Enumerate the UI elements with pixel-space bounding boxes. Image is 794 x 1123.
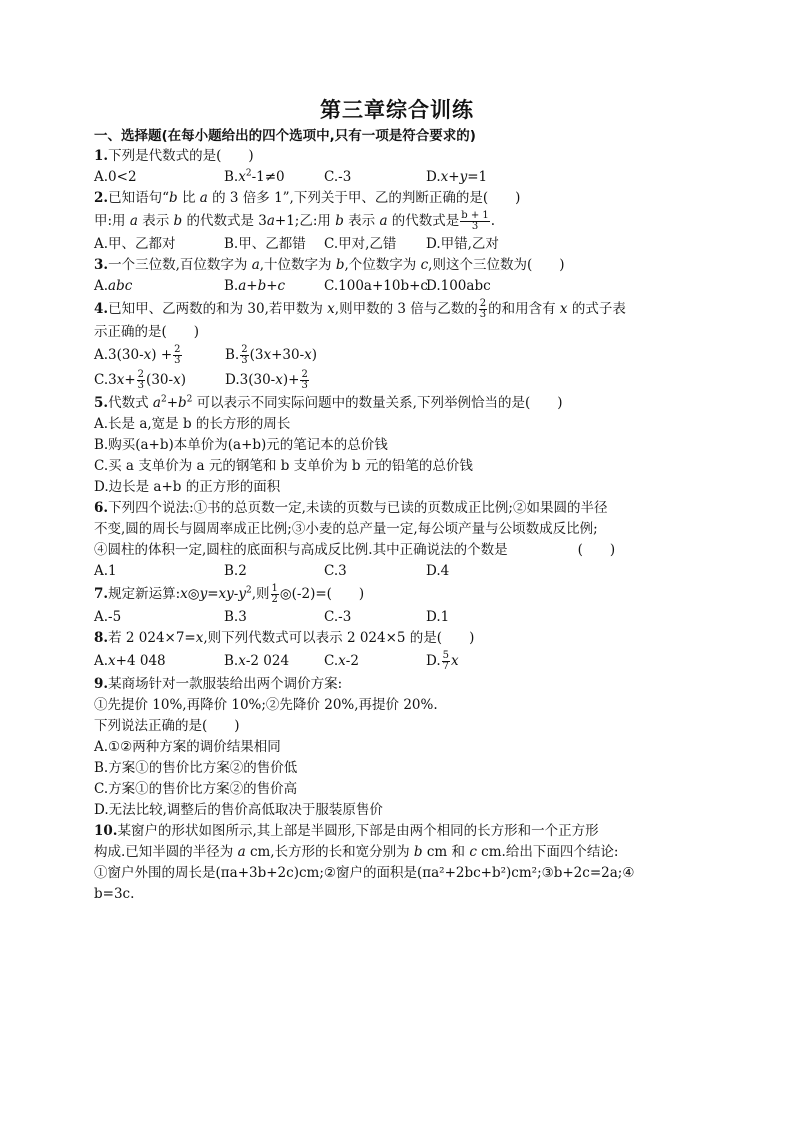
fraction: $\frac{1}{2}$	[271, 583, 278, 605]
question-6-line-1: 6.下列四个说法:①书的总页数一定,未读的页数与已读的页数成正比例;②如果圆的半径	[94, 500, 608, 516]
question-9-option-d: D.无法比较,调整后的售价高低取决于服装原售价	[94, 802, 383, 818]
question-6-line-2: 不变,圆的周长与圆周率成正比例;③小麦的总产量一定,每公顷产量与公顷数成反比例;	[94, 521, 598, 537]
question-9-plans: ①先提价 10%,再降价 10%;②先降价 20%,再提价 20%.	[94, 697, 438, 713]
option-b: B. $\frac{2}{3}$ (3x+30-x)	[225, 344, 318, 366]
question-2-statements: 甲:用 a 表示 b 的代数式是 3a+1;乙:用 b 表示 a 的代数式是 $\frac{b + 1}{3}$ .	[94, 210, 496, 232]
question-1-options	[94, 167, 700, 188]
question-5-option-c: C.买 a 支单价为 a 元的钢笔和 b 支单价为 b 元的铅笔的总价钱	[94, 458, 473, 474]
question-10-line-1: 10.某窗户的形状如图所示,其上部是半圆形,下部是由两个相同的长方形和一个正方形	[94, 823, 599, 839]
option-c: C.3	[324, 563, 347, 579]
question-5-stem: 5.代数式 $a^2+b^2$ 可以表示不同实际问题中的数量关系,下列举例恰当的是( )	[94, 394, 563, 411]
option-b: B.x-2 024	[224, 653, 290, 669]
option-c: C.甲对,乙错	[324, 236, 397, 252]
question-9-option-a: A.①②两种方案的调价结果相同	[94, 739, 281, 755]
option-b: B.甲、乙都错	[224, 236, 306, 252]
question-7-options	[94, 607, 700, 628]
option-a: A.1	[94, 563, 117, 579]
section-heading: 一、选择题(在每小题给出的四个选项中,只有一项是符合要求的)	[94, 128, 476, 144]
option-d: D.3(30-x)+ $\frac{2}{3}$	[225, 369, 308, 391]
question-9-option-b: B.方案①的售价比方案②的售价低	[94, 760, 298, 776]
option-d: D.4	[426, 563, 450, 579]
question-4-options-cd	[94, 368, 700, 393]
question-6-options	[94, 561, 700, 582]
option-a: A.abc	[94, 278, 133, 294]
question-6-line-3: ④圆柱的体积一定,圆柱的底面积与高成反比例.其中正确说法的个数是 ( )	[94, 542, 616, 558]
option-c: C.-3	[324, 169, 352, 185]
option-b: B.a+b+c	[224, 278, 286, 294]
option-b: B.2	[224, 563, 247, 579]
question-5-option-a: A.长是 a,宽是 b 的长方形的周长	[94, 416, 291, 432]
question-9-stem: 9.某商场针对一款服装给出两个调价方案:	[94, 676, 343, 692]
worksheet	[94, 96, 700, 905]
option-a: A.-5	[94, 609, 122, 625]
option-d: D.1	[426, 609, 450, 625]
option-d: D.x+y=1	[426, 169, 488, 185]
question-8-options	[94, 649, 700, 674]
option-c: C.x-2	[324, 653, 359, 669]
option-a: A.甲、乙都对	[94, 236, 176, 252]
question-5-option-d: D.边长是 a+b 的正方形的面积	[94, 479, 281, 495]
option-a: A.x+4 048	[94, 653, 166, 669]
option-a: A.0<2	[94, 169, 137, 185]
question-4-options-ab	[94, 343, 700, 368]
question-9-prompt: 下列说法正确的是( )	[94, 718, 240, 734]
option-c: C.100a+10b+c	[324, 278, 428, 294]
option-d: D.甲错,乙对	[426, 236, 499, 252]
question-2-stem: 2.已知语句“b 比 a 的 3 倍多 1”,下列关于甲、乙的判断正确的是( )	[94, 190, 521, 206]
question-1-stem: 1.下列是代数式的是( )	[94, 148, 254, 164]
question-9-option-c: C.方案①的售价比方案②的售价高	[94, 781, 298, 797]
page-title: 第三章综合训练	[320, 98, 474, 122]
question-4-stem-cont: 示正确的是( )	[94, 324, 200, 340]
question-10-line-3: ①窗户外围的周长是(πa+3b+2c)cm;②窗户的面积是(πa²+2bc+b²)cm²;③b+2c=2a;④	[94, 865, 635, 881]
option-b: $B.x^2-1\ne 0$	[224, 168, 285, 185]
question-3-stem: 3.一个三位数,百位数字为 a,十位数字为 b,个位数字为 c,则这个三位数为( )	[94, 257, 565, 273]
option-c: C.-3	[324, 609, 352, 625]
question-10-line-2: 构成.已知半圆的半径为 a cm,长方形的长和宽分别为 b cm 和 c cm.给出下面四个结论:	[94, 844, 619, 860]
option-a: A.3(30-x) + $\frac{2}{3}$	[94, 344, 181, 366]
question-2-options	[94, 234, 700, 255]
fraction: $\frac{b + 1}{3}$	[461, 210, 489, 232]
option-b: B.3	[224, 609, 247, 625]
question-10-line-4: b=3c.	[94, 886, 135, 902]
question-7-stem: 7.规定新运算$:x◎y=xy-y^2$,则 $\frac{1}{2}$ ◎(-2)=( )	[94, 583, 365, 605]
option-d: D. $\frac{5}{7}$ x	[426, 650, 459, 672]
question-4-stem: 4.已知甲、乙两数的和为 30,若甲数为 x,则甲数的 3 倍与乙数的 $\frac{2}{3}$ 的和用含有 x 的式子表	[94, 298, 626, 320]
fraction: $\frac{2}{3}$	[479, 298, 487, 320]
question-3-options	[94, 276, 700, 297]
option-c: C.3x+ $\frac{2}{3}$ (30-x)	[94, 369, 186, 391]
option-d: D.100abc	[426, 278, 491, 294]
question-5-option-b: B.购买(a+b)本单价为(a+b)元的笔记本的总价钱	[94, 437, 388, 453]
question-8-stem: 8.若 2 024×7=x,则下列代数式可以表示 2 024×5 的是( )	[94, 630, 475, 646]
